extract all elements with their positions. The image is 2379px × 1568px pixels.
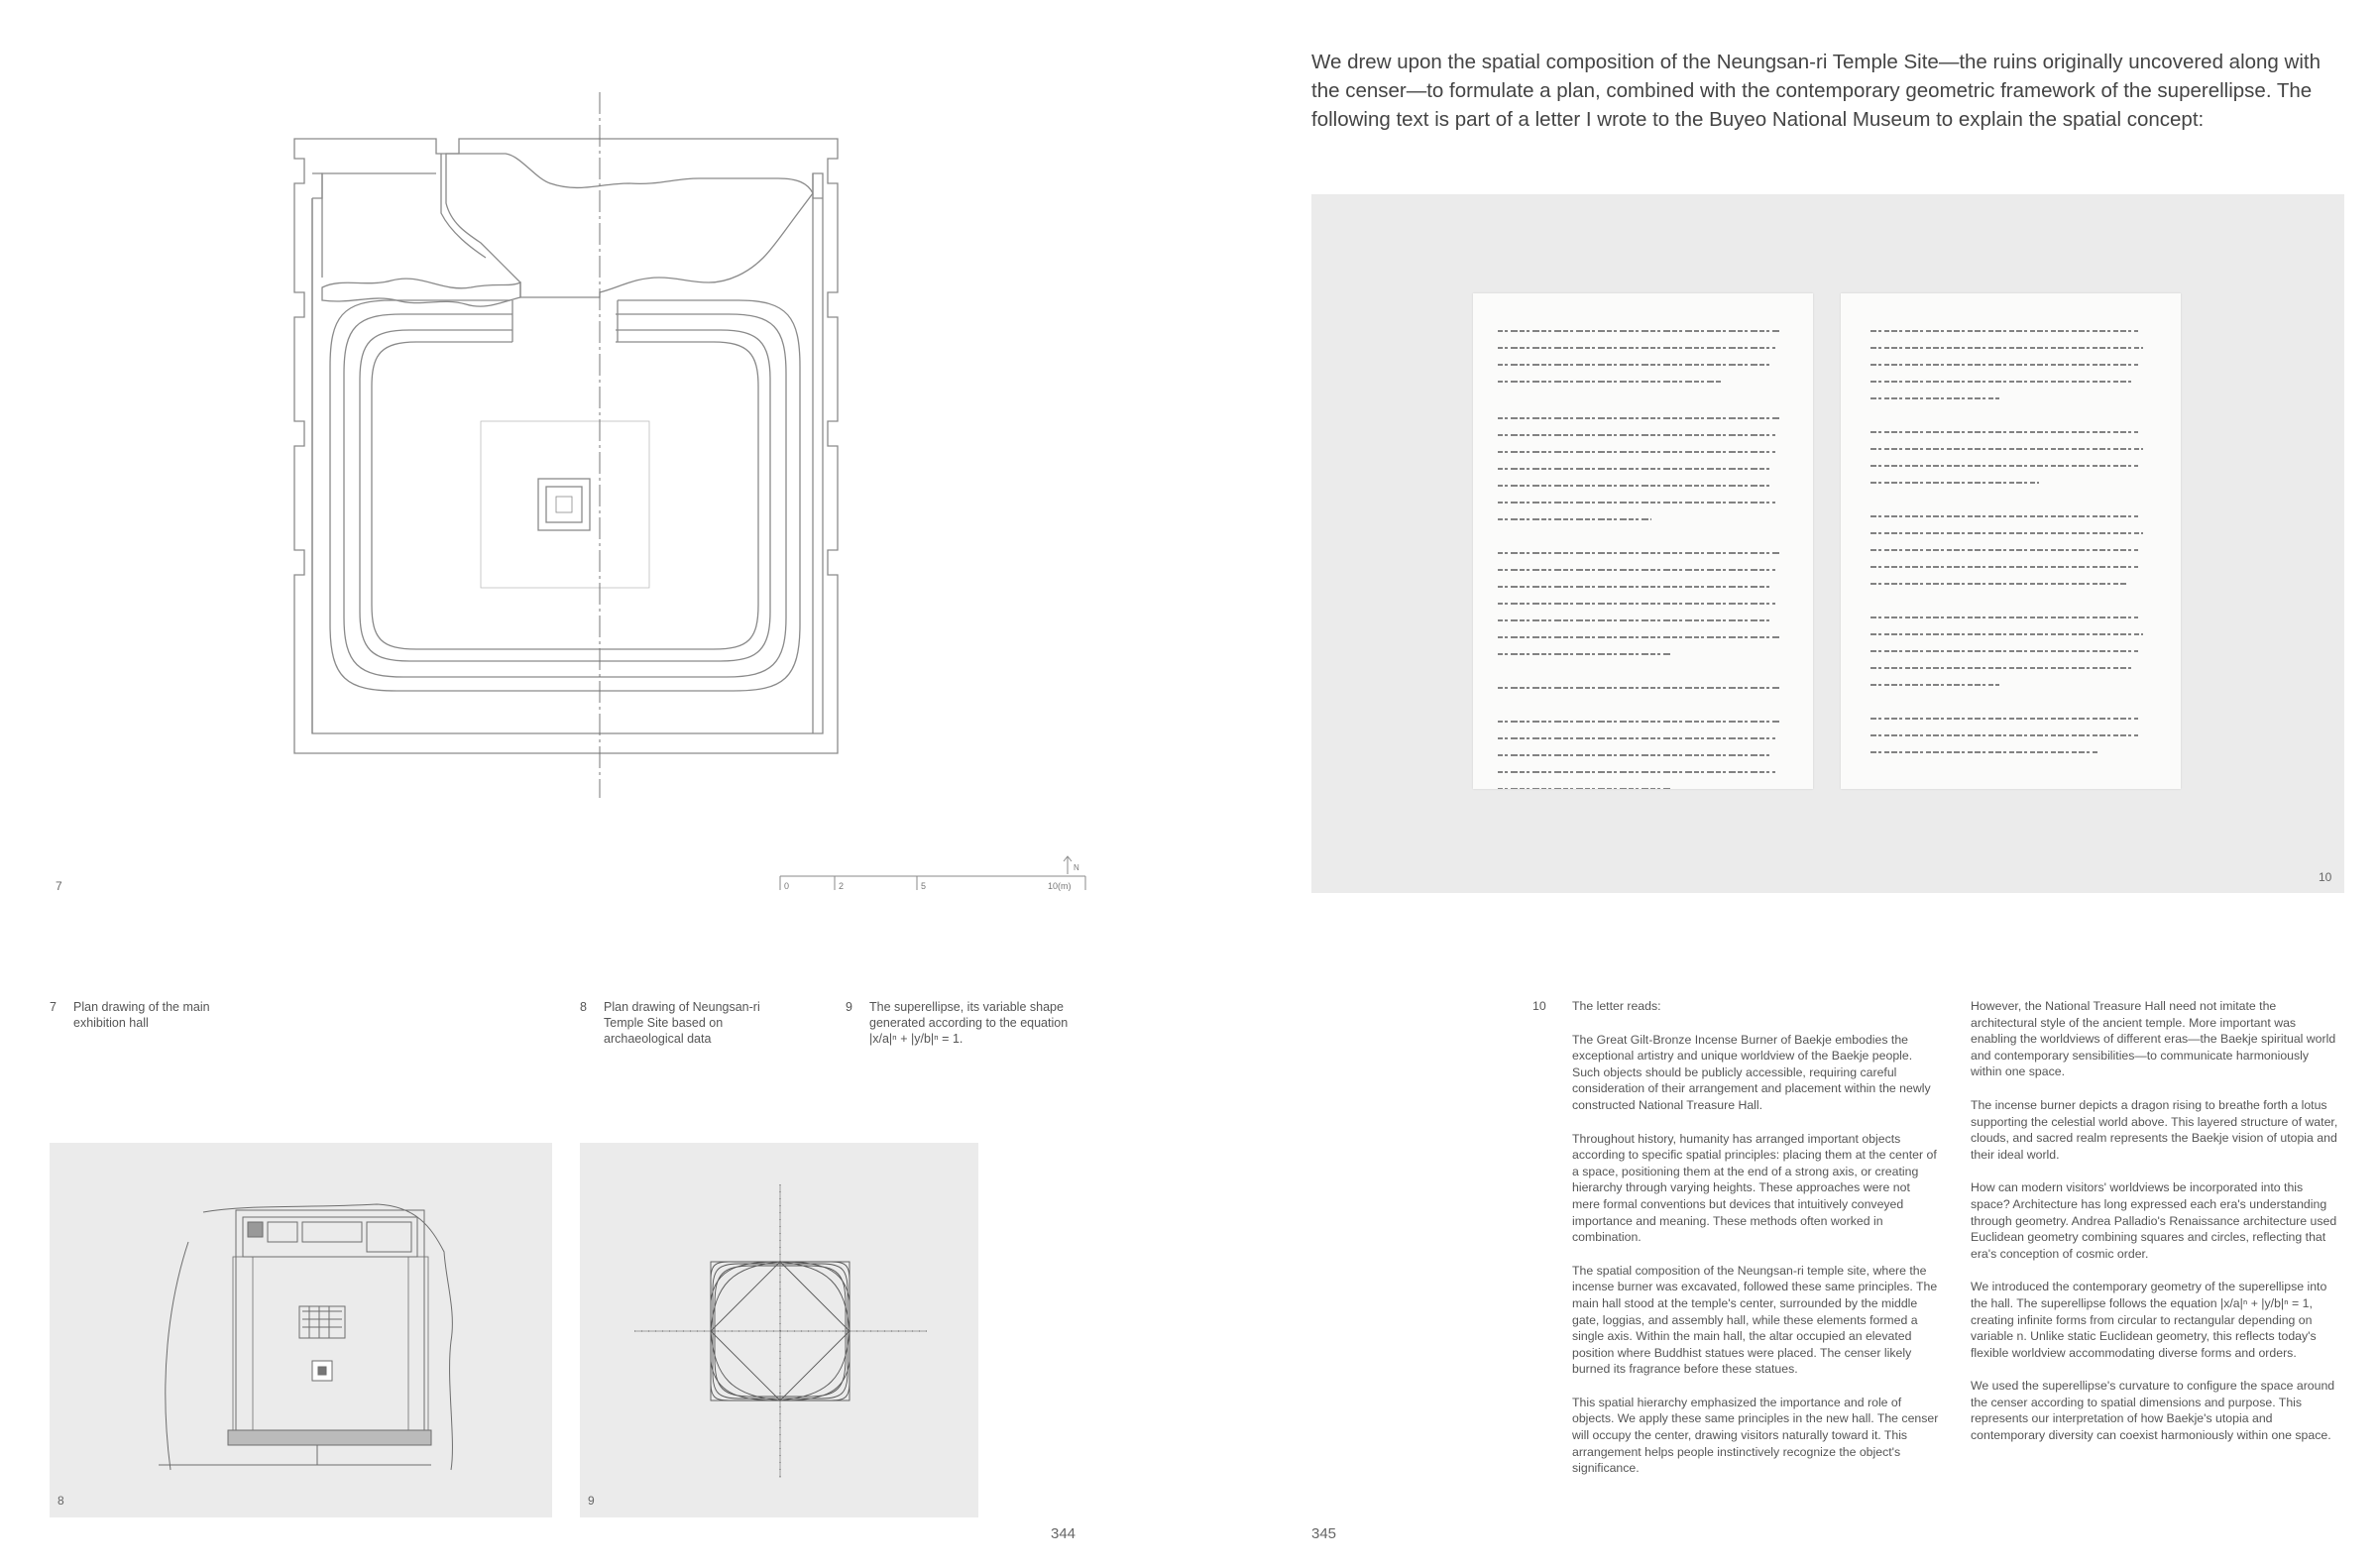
letter-col1-p2: The Great Gilt-Bronze Incense Burner of Baekje embodies the exceptional artistry and unique worldview of the Baekje people. Such objects should be publicly accessible, requiring careful consideration of their arrangement and placement within the newly constructed National Treasure Hall.	[1572, 1032, 1931, 1112]
figure-9-superellipse	[580, 1143, 978, 1517]
letter-col1-p3: Throughout history, humanity has arranged important objects according to specific spatial principles: placing them at the center of a space, positioning them at the end of a strong axis, or creating hierarchy through varying heights. These approaches were not mere formal conventions but devices that intuitively conveyed importance and meaning. These methods often worked in combination.	[1572, 1131, 1937, 1245]
page-number-left: 344	[1051, 1525, 1076, 1542]
scale-tick-2: 2	[839, 881, 845, 891]
letter-col2-p3: How can modern visitors' worldviews be incorporated into this space? Architecture has long expressed each era's understanding through geometry. Andrea Palladio's Renaissance architecture used Euclidean geometry combining squares and circles, reflecting that era's conception of cosmic order.	[1971, 1180, 2337, 1261]
letter-col1-p1: The letter reads:	[1572, 999, 1661, 1013]
figure-10-number: 10	[2319, 870, 2332, 884]
intro-paragraph: We drew upon the spatial composition of the Neungsan-ri Temple Site—the ruins originally uncovered along with the censer—to formulate a plan, combined with the contemporary geometric framework of the superellipse. The following text is part of a letter I wrote to the Buyeo National Museum to explain the spatial concept:	[1311, 51, 2321, 131]
caption-9-num: 9	[846, 1000, 852, 1014]
scale-tick-0: 0	[784, 881, 790, 891]
figure-10-letter-photo	[1311, 194, 2344, 893]
letter-col2-p1: However, the National Treasure Hall need not imitate the architectural style of the ancient temple. More important was enabling the worldviews of different eras—the Baekje spiritual world and contemporary sensibilities—to communicate harmoniously within one space.	[1971, 999, 2336, 1079]
caption-8-num: 8	[580, 1000, 587, 1014]
letter-col2-p2: The incense burner depicts a dragon rising to breathe forth a lotus supporting the celestial world above. This layered structure of water, clouds, and sacred realm represents the Baekje vision of utopia and their ideal world.	[1971, 1097, 2338, 1162]
north-label: N	[1074, 863, 1079, 872]
letter-page-1	[1473, 293, 1813, 789]
letter-col1-p4: The spatial composition of the Neungsan-ri temple site, where the incense burner was excavated, followed these same principles. The main hall stood at the temple's center, surrounded by the middle gate, loggias, and assembly hall, while these elements formed a single axis. Within the main hall, the altar occupied an elevated position where Buddhist statues were placed. The censer likely burned its fragrance before these statues.	[1572, 1263, 1938, 1377]
letter-col1-p5: This spatial hierarchy emphasized the importance and role of objects. We apply these same principles in the new hall. The censer will occupy the center, drawing visitors naturally toward it. This arrangement helps people instinctively recognize the object's significance.	[1572, 1395, 1939, 1476]
page-number-right: 345	[1311, 1525, 1337, 1542]
caption-9-text: The superellipse, its variable shape generated according to the equation |x/a|ⁿ + |y/b|ⁿ = 1.	[869, 1000, 1069, 1046]
figure-8-site-plan	[50, 1143, 552, 1517]
figure-9-number: 9	[588, 1494, 595, 1508]
letter-page-2	[1841, 293, 2181, 789]
letter-column-1	[1572, 998, 1941, 1494]
scale-bar	[778, 854, 1095, 894]
caption-8-text: Plan drawing of Neungsan-ri Temple Site based on archaeological data	[604, 1000, 760, 1046]
caption-7-text: Plan drawing of the main exhibition hall	[73, 1000, 210, 1030]
figure-8-number: 8	[57, 1494, 64, 1508]
caption-7-num: 7	[50, 1000, 57, 1014]
caption-10-num: 10	[1532, 999, 1546, 1013]
letter-col2-p4: We introduced the contemporary geometry of the superellipse into the hall. The superellipse follows the equation |x/a|ⁿ + |y/b|ⁿ = 1, creating infinite forms from circular to rectangular depending on variable n. Unlike static Euclidean geometry, this reflects today's flexible worldview accommodating diverse forms and orders.	[1971, 1280, 2327, 1360]
scale-tick-5: 5	[921, 881, 927, 891]
figure-7-number: 7	[56, 879, 62, 893]
figure-7-plan-drawing	[283, 84, 848, 808]
letter-column-2	[1971, 998, 2339, 1461]
letter-col2-p5: We used the superellipse's curvature to configure the space around the censer according to spatial dimensions and purpose. This represents our interpretation of how Baekje's utopia and contemporary diversity can coexist harmoniously within one space.	[1971, 1379, 2335, 1443]
scale-tick-10: 10(m)	[1048, 881, 1072, 891]
